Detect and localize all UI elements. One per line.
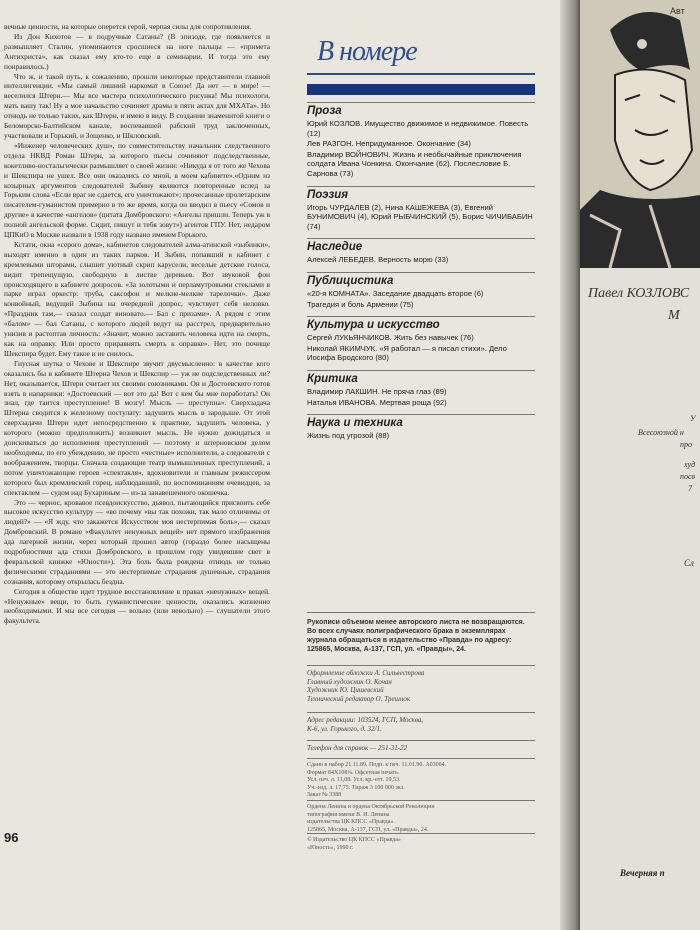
- toc-entry: Алексей ЛЕБЕДЕВ. Верность морю (33): [307, 255, 449, 265]
- print-info: [307, 758, 535, 800]
- print-line: Сдано в набор 21.11.89. Подп. к печ. 11.01.90. А03004.: [307, 762, 447, 768]
- toc-section-heading: Поэзия: [307, 188, 349, 201]
- toc-entry: Юрий КОЗЛОВ. Имущество движимое и недвижимое. Повесть (12): [307, 119, 529, 138]
- toc-logo-text: В номере: [317, 36, 417, 67]
- right-page-fragment: 7: [688, 484, 692, 493]
- printer-info: [307, 800, 535, 834]
- right-page-header-fragment: Авт: [670, 6, 685, 16]
- manuscript-notice: [307, 612, 535, 654]
- notice-line: Во всех случаях полиграфического брака в экземплярах журнала обращаться в издательство «Правда» по адресу: 125865, Москва, А-137, ГСП, ул. «Правды», 24.: [307, 628, 512, 653]
- right-page: [580, 0, 700, 930]
- copyright-line: © Издательство ЦК КПСС «Правда»: [307, 837, 401, 843]
- toc-section-criticism: [307, 370, 535, 407]
- printer-line: издательства ЦК КПСС «Правда».: [307, 819, 395, 826]
- copyright-line: «Юность», 1990 г.: [307, 844, 354, 851]
- toc-section-publicism: [307, 272, 535, 309]
- right-page-fragment: посв: [680, 472, 696, 481]
- toc-entry: Трагедия и боль Армении (75): [307, 299, 414, 309]
- print-line: Формат 84Х108⅛. Офсетная печать.: [307, 769, 400, 776]
- article-paragraph: Гнусная шутка о Чехове и Шекспире звучит двусмысленно: в качестве кого оказались бы в кабинете Штерна Чехов и Шекспир — уж не подследственных ли? Нет, оказывается, Штерн считает их своими союзниками. Он и Достоевского готов взять в напарники: «Достоевский — вот это да! Вот с кем бы мне поработать! Он знал, где таится преступление! В мозгу! Мысль — преступна». Сверхзадача Штерна сводится к железному постулату: задушить мысль в зародыше. От этой сверхзадачи Штерн идет непосредственно к практике, задушить человека, у которого (можно предположить) возникнет мысль. Не нужно дожидаться и доискиваться до исполнения преступлений — поэтому и штерновским делом необходимы, по его убеждению, не просто «честные» исполнители, а следователи с воображением, творцы. Сначала создающие театр вымышленных преступлений, а потом уничтожающие героев «спектакля», вдохновители и главным режиссером которого был кремлевский горец, наблюдавший, по воспоминаниям очевидцев, за спектаклем — судом над Бухариным — из-за занавешенного окошечка.: [4, 358, 270, 497]
- toc-entry: Игорь ЧУРДАЛЕВ (2), Нина КАШЕЖЕВА (3), Евгений БУНИМОВИЧ (4), Юрий РЫБЧИНСКИЙ (5), Борис ЧИЧИБАБИН (74): [307, 202, 533, 231]
- printer-line: типография имени В. И. Ленина: [307, 811, 390, 818]
- toc-logo: [307, 30, 535, 80]
- toc-section-heading: Культура и искусство: [307, 319, 440, 332]
- toc-section-heading: Проза: [307, 105, 342, 117]
- article-paragraph: Из Дон Кихотов — в подручные Сатаны? (В эпизоде, где появляется и размышляет Сталин, упоминаются сросшиеся на ноге пальцы — «примета Антихриста», как сказал ему кто-то еще в семинарии. И тогда это ему понравилось.): [4, 31, 270, 71]
- article-paragraph: вечные ценности, на которые оперется герой, черпая силы для сопротивления.: [4, 22, 252, 31]
- credit-line: Главный художник О. Кочан: [307, 677, 392, 686]
- article-paragraph: Кстати, окна «серого дома», кабинетов следователей алма-атинской «зыбинки», выходят именно в один из таких парков. И Зыбин, попавший в кабинет с кремлевыми шторами, слышит уютный скрип карусели, веселые детские голоса, видит трепещущую, свободную в листве деревьев. Вот звуковой фон происходящего в кабинете допросов. «За золотыми и перламутровыми стеклами в парке играл оркестр: труба, саксофон и мелкие-мелкие тарелочки». Даже конвойный, ведущий Зыбина на очередной допрос, чувствует себя неловко. «Праздник там,— сказал солдат виновато.— Бал с призами». А рядом с этим «балом» — бал Сатаны, с которого людей ведут на расстрел, предварительно унизив и растоптав личность: «Значит, можно заставить человека идти на смерть, как на оправку. Или просто приравнять смерть к оправке». Нет, это почище Шекспира будет. Ему такое и не снилось.: [4, 239, 270, 358]
- print-line: Усл. печ. л. 11,08. Усл. кр.-отт. 19,53.: [307, 777, 401, 784]
- editorial-address: [307, 712, 535, 733]
- credit-line: Художник Ю. Цишевский: [307, 686, 384, 694]
- toc-section-heading: Критика: [307, 372, 358, 385]
- toc-logo-underline: [307, 73, 535, 75]
- toc-section-poetry: [307, 186, 535, 232]
- article-paragraph: Это — чернос, кровавое псевдоискусство, дьявол, пытающийся присвоить себе высокое искусство культуру — «во почему «вы так похожи, так мало отличимы от людей?» — «Я жду, что закажется Искусством моя нестерпимая боль»,— сказал Домбровский. В романе «Факультет ненужных вещей» нет прямого изображения ада лагерной жизни, через который прошел автор (гораздо более насыщены подробностями ада стихи Домбровского, в прошлом году увидевшие свет в февральской книжке «Юности»). Эта боль была рождена отнюдь не только физическими страданиями — это нестерпимые страдания душевные, страдания сознания, которому открылась бездна.: [4, 497, 270, 586]
- right-page-fragment: худ: [684, 460, 696, 469]
- table-of-contents: [307, 30, 535, 442]
- toc-entry: «20-я КОМНАТА». Заседание двадцать второе (6): [307, 288, 484, 298]
- printer-line: Ордена Ленина и ордена Октябрьской Революции: [307, 804, 435, 810]
- credits: [307, 665, 535, 703]
- toc-entry: Владимир ВОЙНОВИЧ. Жизнь и необычайные приключения солдата Ивана Чонкина. Окончание (62). Послесловие Б. Сарнова (73): [307, 149, 522, 178]
- toc-section-heritage: [307, 238, 535, 265]
- toc-section-culture: [307, 316, 535, 363]
- credit-line: Оформление обложки А. Сильвестрова: [307, 669, 425, 677]
- article-paragraph: Сегодня в обществе идет трудное восстановление в правах «ненужных» вещей. «Ненужные» вещи, то быть гуманистические ценности, оказались жизненно необходимыми. И мы все сегодня — вольно (или невольно) — слушатели этого факультета.: [4, 586, 270, 626]
- toc-entry: Сергей ЛУКЬЯНЧИКОВ. Жить без навычек (76): [307, 333, 474, 343]
- credit-line: Технический редактор О. Трешнок: [307, 694, 411, 703]
- toc-entry: Николай ЯКИМЧУК. «Я работал — я писал стихи». Дело Иосифа Бродского (80): [307, 343, 507, 363]
- printer-line: 125865, Москва, А-137, ГСП, ул. «Правды», 24.: [307, 826, 429, 833]
- right-page-fragment: Сл: [684, 558, 694, 568]
- print-line: Заказ № 3388: [307, 792, 342, 799]
- toc-section-heading: Публицистика: [307, 274, 394, 287]
- toc-section-prose: [307, 102, 535, 179]
- right-page-bottom-fragment: Вечерняя п: [620, 868, 665, 878]
- phone-info: Телефон для справок — 251-31-22: [307, 740, 535, 752]
- article-paragraph: «Инженер человеческих душ», по совместительству начальник следственного отдела НКВД Роман Штерн, за которого пьесы сочиняют подследственные, кокетливо-ностальгически размышляет о своей жизни: «Никуда я от того же Чехова и Шекспира не ушел. Все они оказались со мной, в моем кабинете».«Одним из козырных аргументов следователей Зыбину являются повторенные вслед за Горьким слова «Если враг не сдается, его уничтожают»; прочесанные пролетарским писателем-гуманистом примерно в то же время, когда он вводил в пьесу «Сомов и другие» в качестве «ангелов» (цитата Домбровского: «Ангелы пришли. Теперь уж в полной ангельской форме. Сидит, пишут и тебя зовут») агентов ГПУ. Нет, недаром ЦПКиО в Москве назвали в 1938 году названо именем Горького.: [4, 140, 270, 240]
- right-page-fragment: Всесоюзной н: [638, 428, 684, 437]
- print-line: Уч.-изд. л. 17,75. Тираж 3 100 000 экз.: [307, 784, 405, 791]
- address-line: Адрес редакции: 103524, ГСП, Москва,: [307, 716, 424, 724]
- right-page-fragment: М: [668, 308, 680, 323]
- right-page-author-fragment: Павел КОЗЛОВС: [588, 286, 690, 301]
- book-gutter: [560, 0, 582, 930]
- notice-line: Рукописи объемом менее авторского листа не возвращаются.: [307, 619, 525, 626]
- right-page-fragment: У: [690, 414, 696, 423]
- toc-section-science: [307, 414, 535, 441]
- right-page-fragment: про: [680, 440, 692, 449]
- article-column: [4, 22, 270, 626]
- article-paragraph: Что ж, и такой путь, к сожалению, прошли некоторые представители главной интеллигенции. «Мы самый лишний наркомат в Союзе! Да нет — в мире! — веселился Штерн.— Мы все мастера психологического рисунка! Мы психологи, мать вашу так! Ну а мое начальство сочиняет драмы в пяти актах для МХАТа». Но отнюдь не только таких, как Штерн, и имею в виду. В создании знаменитой книги о Беломорско-Балтийском канале, воспевавшей рабский труд заключенных, участвовали и Горький, и Зощенко, и Шкловский.: [4, 71, 270, 140]
- toc-entry: Жизнь под угрозой (88): [307, 431, 390, 441]
- toc-entry: Лев РАЗГОН. Непридуманное. Окончание (34): [307, 139, 471, 149]
- copyright: [307, 833, 535, 852]
- toc-section-heading: Наука и техника: [307, 417, 403, 430]
- toc-blue-bar: [307, 84, 535, 95]
- toc-entry: Владимир ЛАКШИН. Не пряча глаз (89): [307, 386, 447, 396]
- toc-section-heading: Наследие: [307, 241, 363, 254]
- page-number: 96: [4, 830, 19, 845]
- portrait-illustration: [580, 0, 700, 268]
- toc-entry: Наталья ИВАНОВА. Мертвая роща (92): [307, 397, 447, 407]
- address-line: К-6, ул. Горького, д. 32/1.: [307, 724, 382, 733]
